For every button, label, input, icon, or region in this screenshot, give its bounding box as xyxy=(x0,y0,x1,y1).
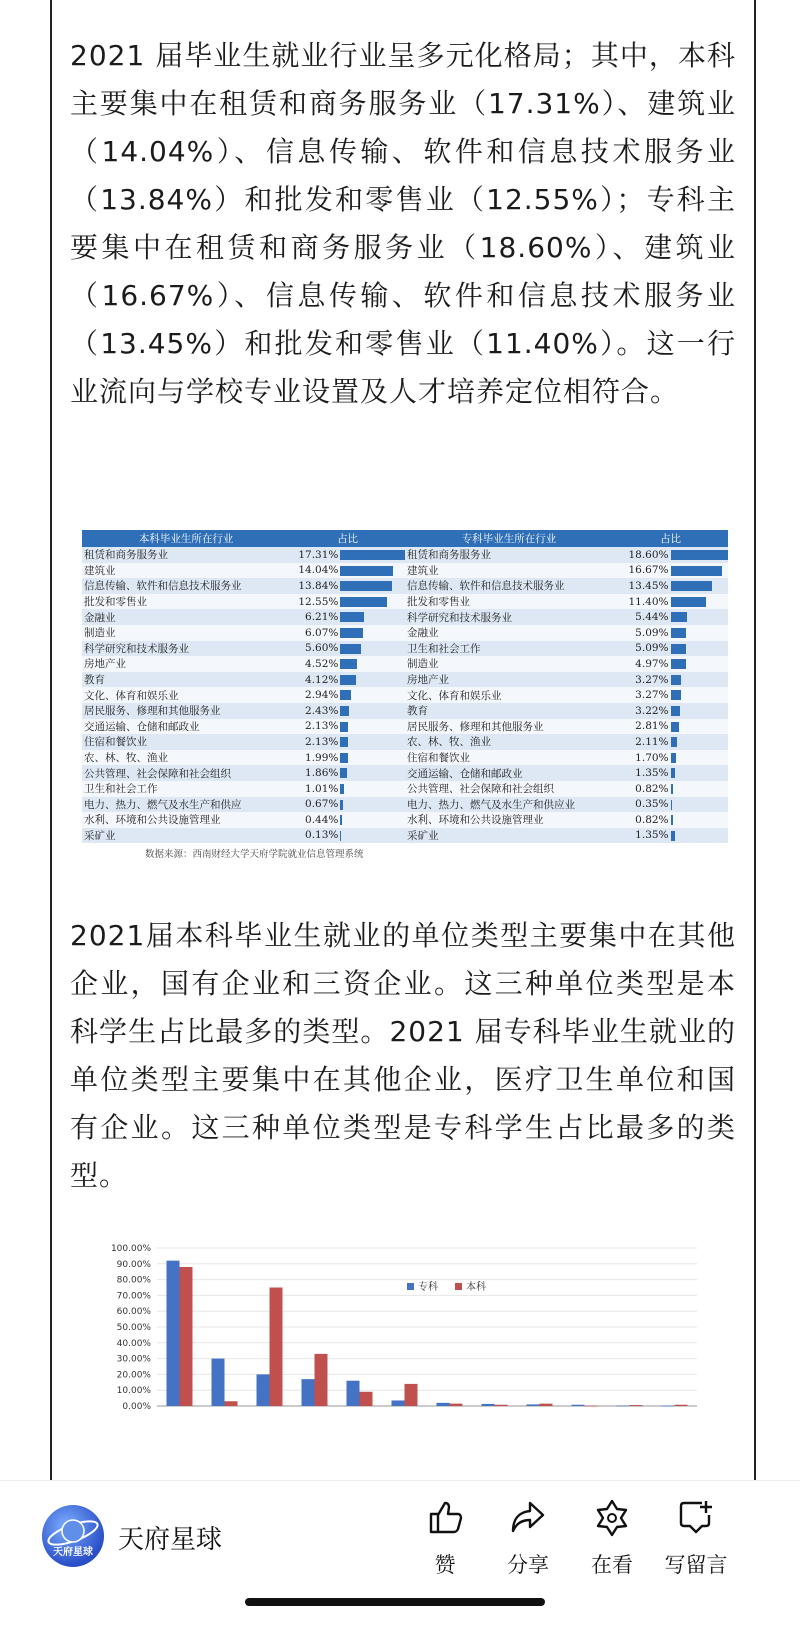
table-row xyxy=(82,828,728,844)
paragraph-industry: 2021 届毕业生就业行业呈多元化格局；其中，本科主要集中在租赁和商务服务业（17.31%）、建筑业（14.04%）、信息传输、软件和信息技术服务业（13.84%）和批发和零售业（12.55%）；专科主要集中在租赁和商务服务业（18.60%）、建筑业（16.67%）、信息传输、软件和信息技术服务业（13.45%）和批发和零售业（11.40%）。这一行业流向与学校专业设置及人才培养定位相符合。 xyxy=(70,32,736,416)
junior-share-bar xyxy=(671,706,681,716)
undergrad-share-cell: 2.43% xyxy=(290,703,340,719)
undergrad-share-cell: 0.67% xyxy=(290,797,340,813)
undergrad-bar-cell xyxy=(340,672,405,688)
junior-industry-cell: 采矿业 xyxy=(405,828,613,844)
undergrad-share-cell: 4.12% xyxy=(290,672,340,688)
junior-industry-cell: 信息传输、软件和信息技术服务业 xyxy=(405,578,613,594)
undergrad-share-bar xyxy=(340,597,387,607)
undergrad-share-cell: 1.01% xyxy=(290,781,340,797)
undergrad-industry-cell: 交通运输、仓储和邮政业 xyxy=(82,719,290,735)
y-tick-label: 70.00% xyxy=(117,1291,152,1301)
undergrad-bar-cell xyxy=(340,734,405,750)
junior-share-cell: 18.60% xyxy=(613,547,670,563)
junior-industry-cell: 批发和零售业 xyxy=(405,594,613,610)
junior-bar-cell xyxy=(671,672,728,688)
junior-bar-cell xyxy=(671,750,728,766)
chart-bar xyxy=(257,1374,270,1406)
undergrad-industry-cell: 农、林、牧、渔业 xyxy=(82,750,290,766)
unit-type-bar-chart xyxy=(107,1240,709,1420)
undergrad-industry-cell: 批发和零售业 xyxy=(82,594,290,610)
undergrad-share-bar xyxy=(340,628,363,638)
undergrad-bar-cell xyxy=(340,609,405,625)
undergrad-bar-cell xyxy=(340,828,405,844)
undergrad-industry-cell: 卫生和社会工作 xyxy=(82,781,290,797)
table-row xyxy=(82,594,728,610)
comment-button[interactable] xyxy=(656,1497,736,1579)
undergrad-bar-cell xyxy=(340,797,405,813)
junior-bar-cell xyxy=(671,625,728,641)
junior-bar-cell xyxy=(671,578,728,594)
header-undergrad-share: 占比 xyxy=(290,530,405,547)
undergrad-share-cell: 2.94% xyxy=(290,687,340,703)
junior-share-bar xyxy=(671,612,688,622)
undergrad-industry-cell: 科学研究和技术服务业 xyxy=(82,641,290,657)
undergrad-bar-cell xyxy=(340,750,405,766)
undergrad-share-cell: 6.07% xyxy=(290,625,340,641)
undergrad-industry-cell: 住宿和餐饮业 xyxy=(82,734,290,750)
legend-label: 专科 xyxy=(418,1280,438,1293)
chart-bar xyxy=(302,1379,315,1406)
junior-industry-cell: 制造业 xyxy=(405,656,613,672)
junior-share-cell: 1.35% xyxy=(613,828,670,844)
junior-share-bar xyxy=(671,550,728,560)
junior-share-cell: 5.09% xyxy=(613,625,670,641)
y-tick-label: 10.00% xyxy=(117,1386,152,1396)
table-row xyxy=(82,563,728,579)
undergrad-bar-cell xyxy=(340,703,405,719)
undergrad-bar-cell xyxy=(340,578,405,594)
chart-bar xyxy=(270,1288,283,1407)
junior-industry-cell: 科学研究和技术服务业 xyxy=(405,609,613,625)
junior-industry-cell: 房地产业 xyxy=(405,672,613,688)
undergrad-share-bar xyxy=(340,644,361,654)
junior-bar-cell xyxy=(671,641,728,657)
undergrad-industry-cell: 居民服务、修理和其他服务业 xyxy=(82,703,290,719)
header-junior-industry: 专科毕业生所在行业 xyxy=(405,530,613,547)
chart-bar xyxy=(315,1354,328,1406)
table-row xyxy=(82,750,728,766)
undergrad-share-cell: 14.04% xyxy=(290,563,340,579)
junior-share-bar xyxy=(671,753,676,763)
undergrad-share-bar xyxy=(340,581,392,591)
junior-industry-cell: 住宿和餐饮业 xyxy=(405,750,613,766)
undergrad-share-bar xyxy=(340,675,355,685)
undergrad-bar-cell xyxy=(340,656,405,672)
chart-bar xyxy=(392,1400,405,1406)
table-row xyxy=(82,797,728,813)
junior-industry-cell: 金融业 xyxy=(405,625,613,641)
table-row xyxy=(82,734,728,750)
junior-share-cell: 1.70% xyxy=(613,750,670,766)
junior-share-bar xyxy=(671,659,686,669)
chart-bar xyxy=(630,1405,643,1406)
junior-share-cell: 13.45% xyxy=(613,578,670,594)
junior-share-cell: 1.35% xyxy=(613,765,670,781)
table-source-note: 数据来源：西南财经大学天府学院就业信息管理系统 xyxy=(145,846,364,860)
chart-bar xyxy=(180,1267,193,1406)
undergrad-bar-cell xyxy=(340,563,405,579)
undergrad-share-bar xyxy=(340,566,392,576)
undergrad-share-bar xyxy=(340,753,347,763)
junior-industry-cell: 教育 xyxy=(405,703,613,719)
share-icon xyxy=(508,1497,548,1537)
undergrad-share-bar xyxy=(340,784,344,794)
undergrad-share-cell: 2.13% xyxy=(290,734,340,750)
logo-text: 天府星球 xyxy=(42,1543,104,1558)
undergrad-share-bar xyxy=(340,612,363,622)
chart-bar xyxy=(572,1405,585,1406)
junior-industry-cell: 交通运输、仓储和邮政业 xyxy=(405,765,613,781)
chart-bar xyxy=(540,1404,553,1406)
comment-label: 写留言 xyxy=(656,1549,736,1579)
undergrad-share-cell: 5.60% xyxy=(290,641,340,657)
junior-industry-cell: 农、林、牧、渔业 xyxy=(405,734,613,750)
junior-share-cell: 3.27% xyxy=(613,672,670,688)
junior-bar-cell xyxy=(671,828,728,844)
y-tick-label: 40.00% xyxy=(117,1339,152,1349)
home-indicator[interactable] xyxy=(245,1598,545,1606)
junior-share-bar xyxy=(671,831,675,841)
undergrad-industry-cell: 水利、环境和公共设施管理业 xyxy=(82,812,290,828)
undergrad-industry-cell: 金融业 xyxy=(82,609,290,625)
undergrad-bar-cell xyxy=(340,625,405,641)
junior-share-cell: 0.82% xyxy=(613,781,670,797)
undergrad-bar-cell xyxy=(340,812,405,828)
junior-bar-cell xyxy=(671,563,728,579)
undergrad-share-cell: 13.84% xyxy=(290,578,340,594)
junior-share-bar xyxy=(671,581,713,591)
wow-button[interactable] xyxy=(572,1497,652,1579)
junior-bar-cell xyxy=(671,687,728,703)
junior-share-cell: 0.35% xyxy=(613,797,670,813)
table-header-row xyxy=(82,530,728,547)
y-tick-label: 90.00% xyxy=(117,1260,152,1270)
table-row xyxy=(82,547,728,563)
junior-share-cell: 3.27% xyxy=(613,687,670,703)
legend-swatch xyxy=(455,1283,462,1290)
table-row xyxy=(82,781,728,797)
junior-bar-cell xyxy=(671,734,728,750)
like-button[interactable] xyxy=(405,1497,485,1579)
undergrad-share-bar xyxy=(340,800,342,810)
y-tick-label: 80.00% xyxy=(117,1276,152,1286)
table-row xyxy=(82,703,728,719)
chart-bar xyxy=(167,1261,180,1406)
undergrad-share-bar xyxy=(340,706,349,716)
junior-bar-cell xyxy=(671,609,728,625)
share-label: 分享 xyxy=(488,1549,568,1579)
undergrad-industry-cell: 采矿业 xyxy=(82,828,290,844)
undergrad-industry-cell: 信息传输、软件和信息技术服务业 xyxy=(82,578,290,594)
junior-bar-cell xyxy=(671,594,728,610)
account-avatar[interactable] xyxy=(42,1505,104,1567)
thumbs-up-icon xyxy=(425,1497,465,1537)
junior-industry-cell: 公共管理、社会保障和社会组织 xyxy=(405,781,613,797)
undergrad-industry-cell: 租赁和商务服务业 xyxy=(82,547,290,563)
table-row xyxy=(82,687,728,703)
junior-share-bar xyxy=(671,675,681,685)
undergrad-bar-cell xyxy=(340,641,405,657)
junior-industry-cell: 建筑业 xyxy=(405,563,613,579)
undergrad-industry-cell: 公共管理、社会保障和社会组织 xyxy=(82,765,290,781)
undergrad-share-bar xyxy=(340,815,342,825)
table-row xyxy=(82,625,728,641)
undergrad-share-bar xyxy=(340,659,357,669)
chart-bar xyxy=(662,1406,675,1407)
undergrad-share-bar xyxy=(340,768,347,778)
chart-bar xyxy=(212,1359,225,1406)
table-row xyxy=(82,609,728,625)
legend-swatch xyxy=(407,1283,414,1290)
chart-bar xyxy=(675,1405,688,1406)
junior-share-bar xyxy=(671,800,672,810)
junior-share-cell: 11.40% xyxy=(613,594,670,610)
junior-industry-cell: 电力、热力、燃气及水生产和供应业 xyxy=(405,797,613,813)
junior-industry-cell: 租赁和商务服务业 xyxy=(405,547,613,563)
article-body xyxy=(50,0,756,1480)
undergrad-industry-cell: 制造业 xyxy=(82,625,290,641)
table-row xyxy=(82,656,728,672)
undergrad-industry-cell: 文化、体育和娱乐业 xyxy=(82,687,290,703)
chart-bar xyxy=(360,1392,373,1406)
star-flower-icon xyxy=(592,1497,632,1537)
junior-share-bar xyxy=(671,722,680,732)
y-tick-label: 50.00% xyxy=(117,1323,152,1333)
undergrad-bar-cell xyxy=(340,547,405,563)
junior-share-bar xyxy=(671,768,675,778)
undergrad-share-bar xyxy=(340,722,348,732)
undergrad-share-bar xyxy=(340,690,351,700)
junior-share-bar xyxy=(671,690,681,700)
undergrad-share-cell: 0.13% xyxy=(290,828,340,844)
undergrad-bar-cell xyxy=(340,594,405,610)
junior-industry-cell: 水利、环境和公共设施管理业 xyxy=(405,812,613,828)
legend-label: 本科 xyxy=(466,1280,486,1293)
junior-bar-cell xyxy=(671,703,728,719)
y-tick-label: 100.00% xyxy=(111,1244,151,1254)
table-row xyxy=(82,719,728,735)
like-label: 赞 xyxy=(405,1549,485,1579)
header-undergrad-industry: 本科毕业生所在行业 xyxy=(82,530,290,547)
chart-bar xyxy=(585,1406,598,1407)
undergrad-industry-cell: 电力、热力、燃气及水生产和供应 xyxy=(82,797,290,813)
share-button[interactable] xyxy=(488,1497,568,1579)
table-row xyxy=(82,672,728,688)
wow-label: 在看 xyxy=(572,1549,652,1579)
table-row xyxy=(82,812,728,828)
undergrad-bar-cell xyxy=(340,781,405,797)
junior-bar-cell xyxy=(671,719,728,735)
undergrad-industry-cell: 房地产业 xyxy=(82,656,290,672)
junior-share-cell: 2.11% xyxy=(613,734,670,750)
junior-industry-cell: 文化、体育和娱乐业 xyxy=(405,687,613,703)
junior-share-cell: 5.44% xyxy=(613,609,670,625)
chart-bar xyxy=(225,1401,238,1406)
junior-bar-cell xyxy=(671,812,728,828)
junior-share-bar xyxy=(671,737,678,747)
chart-bar xyxy=(495,1405,508,1406)
undergrad-share-cell: 0.44% xyxy=(290,812,340,828)
junior-share-cell: 16.67% xyxy=(613,563,670,579)
junior-bar-cell xyxy=(671,656,728,672)
junior-share-bar xyxy=(671,815,674,825)
junior-bar-cell xyxy=(671,547,728,563)
undergrad-share-cell: 12.55% xyxy=(290,594,340,610)
chart-bar xyxy=(482,1404,495,1406)
undergrad-bar-cell xyxy=(340,719,405,735)
chart-bar xyxy=(347,1381,360,1406)
industry-table-grid xyxy=(82,530,728,843)
table-row xyxy=(82,641,728,657)
undergrad-share-cell: 4.52% xyxy=(290,656,340,672)
table-row xyxy=(82,765,728,781)
junior-bar-cell xyxy=(671,797,728,813)
undergrad-industry-cell: 建筑业 xyxy=(82,563,290,579)
chart-bar xyxy=(527,1404,540,1406)
junior-share-cell: 5.09% xyxy=(613,641,670,657)
undergrad-share-cell: 1.99% xyxy=(290,750,340,766)
junior-bar-cell xyxy=(671,765,728,781)
chart-bar xyxy=(617,1406,630,1407)
junior-share-bar xyxy=(671,628,687,638)
industry-table xyxy=(82,530,728,843)
comment-add-icon xyxy=(676,1497,716,1537)
undergrad-share-bar xyxy=(340,550,405,560)
undergrad-share-cell: 6.21% xyxy=(290,609,340,625)
junior-share-bar xyxy=(671,597,706,607)
junior-share-bar xyxy=(671,566,723,576)
undergrad-bar-cell xyxy=(340,687,405,703)
y-tick-label: 0.00% xyxy=(122,1402,151,1412)
y-tick-label: 30.00% xyxy=(117,1355,152,1365)
header-junior-share: 占比 xyxy=(613,530,728,547)
undergrad-bar-cell xyxy=(340,765,405,781)
undergrad-share-cell: 2.13% xyxy=(290,719,340,735)
junior-share-cell: 3.22% xyxy=(613,703,670,719)
undergrad-share-cell: 17.31% xyxy=(290,547,340,563)
junior-share-cell: 0.82% xyxy=(613,812,670,828)
junior-share-cell: 4.97% xyxy=(613,656,670,672)
junior-industry-cell: 卫生和社会工作 xyxy=(405,641,613,657)
undergrad-industry-cell: 教育 xyxy=(82,672,290,688)
chart-bar xyxy=(437,1403,450,1406)
chart-bar xyxy=(405,1384,418,1406)
junior-share-bar xyxy=(671,644,687,654)
y-tick-label: 20.00% xyxy=(117,1370,152,1380)
undergrad-share-cell: 1.86% xyxy=(290,765,340,781)
junior-bar-cell xyxy=(671,781,728,797)
junior-industry-cell: 居民服务、修理和其他服务业 xyxy=(405,719,613,735)
y-tick-label: 60.00% xyxy=(117,1307,152,1317)
undergrad-share-bar xyxy=(340,737,348,747)
paragraph-unit-type: 2021届本科毕业生就业的单位类型主要集中在其他企业，国有企业和三资企业。这三种单位类型是本科学生占比最多的类型。2021 届专科毕业生就业的单位类型主要集中在其他企业，医疗卫生单位和国有企业。这三种单位类型是专科学生占比最多的类型。 xyxy=(70,912,736,1200)
table-row xyxy=(82,578,728,594)
junior-share-cell: 2.81% xyxy=(613,719,670,735)
account-name[interactable]: 天府星球 xyxy=(118,1519,222,1556)
chart-bar xyxy=(450,1404,463,1406)
junior-share-bar xyxy=(671,784,674,794)
